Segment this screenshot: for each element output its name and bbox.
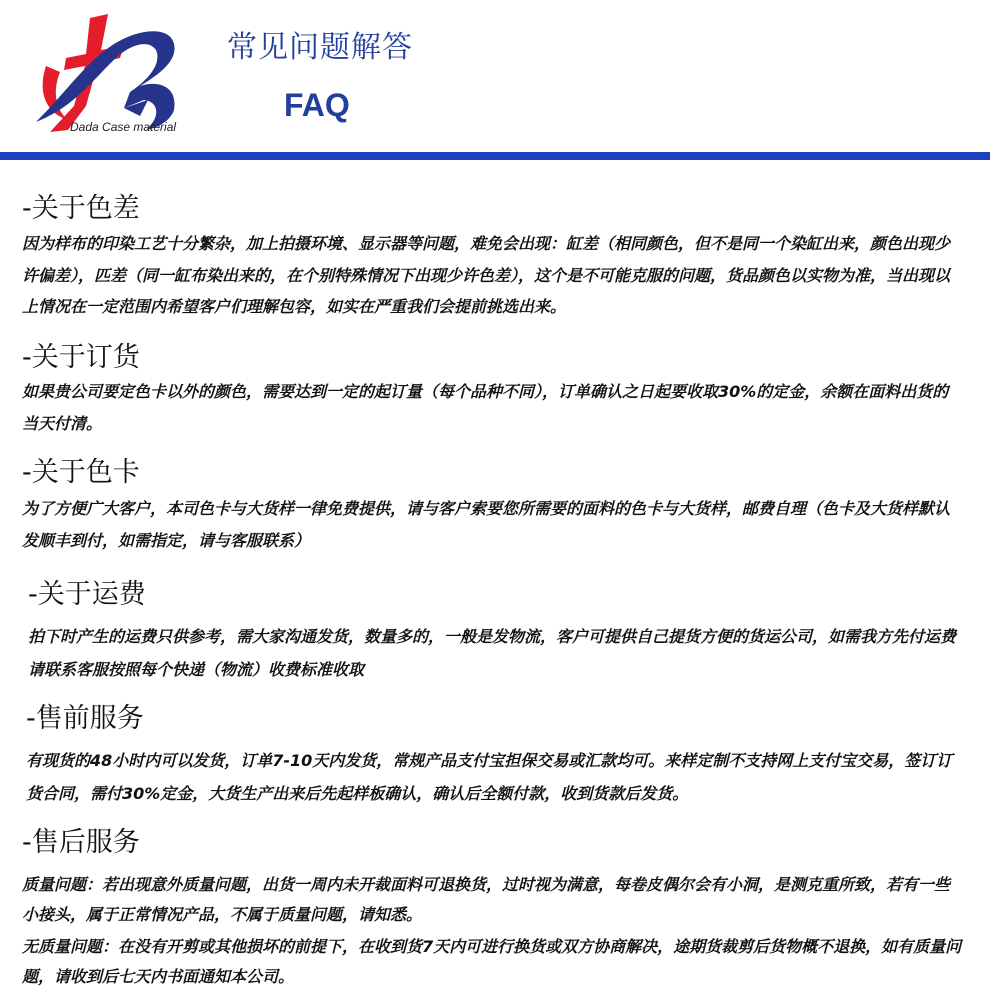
section-heading-after-sales: -售后服务: [22, 827, 140, 858]
section-heading-ordering: -关于订货: [22, 342, 140, 373]
logo-caption: Dada Case material: [70, 120, 177, 134]
section-heading-color-difference: -关于色差: [22, 193, 140, 224]
section-paragraph-shipping: 拍下时产生的运费只供参考，需大家沟通发货，数量多的，一般是发物流，客户可提供自己提货方便的货运公司，如需我方先付运费请联系客服按照每个快递（物流）收费标准收取: [28, 627, 957, 679]
section-paragraph-ordering: 如果贵公司要定色卡以外的颜色，需要达到一定的起订量（每个品种不同），订单确认之日起要收取30%的定金，余额在面料出货的当天付清。: [22, 382, 949, 433]
section-paragraph-after-sales-quality: 质量问题：若出现意外质量问题，出货一周内未开裁面料可退换货，过时视为满意，每卷皮偶尔会有小洞，是测克重所致，若有一些小接头，属于正常情况产品，不属于质量问题，请知悉。: [22, 875, 951, 924]
page-title-en: FAQ: [284, 87, 350, 123]
section-paragraph-after-sales-no-quality: 无质量问题：在没有开剪或其他损坏的前提下，在收到货7天内可进行换货或双方协商解决，途期货裁剪后货物概不退换，如有质量问题，请收到后七天内书面通知本公司。: [22, 937, 962, 986]
section-paragraph-pre-sales: 有现货的48小时内可以发货，订单7-10天内发货，常规产品支付宝担保交易或汇款均可。来样定制不支持网上支付宝交易，签订订货合同，需付30%定金，大货生产出来后先起样板确认，确认后全额付款，收到货款后发货。: [26, 751, 953, 803]
page-title-cn: 常见问题解答: [227, 30, 413, 65]
section-paragraph-color-card: 为了方便广大客户，本司色卡与大货样一律免费提供，请与客户索要您所需要的面料的色卡与大货样，邮费自理（色卡及大货样默认发顺丰到付，如需指定，请与客服联系）: [22, 499, 951, 550]
section-heading-shipping: -关于运费: [28, 579, 146, 610]
section-heading-pre-sales: -售前服务: [26, 703, 144, 734]
section-paragraph-color-difference: 因为样布的印染工艺十分繁杂，加上拍摄环境、显示器等问题，难免会出现：缸差（相同颜色，但不是同一个染缸出来，颜色出现少许偏差），匹差（同一缸布染出来的，在个别特殊情况下出现少许色差），这个是不可能克服的问题，货品颜色以实物为准，当出现以上情况在一定范围内希望客户们理解包容，如实在严重我们会提前挑选出来。: [22, 234, 951, 316]
section-heading-color-card: -关于色卡: [22, 457, 140, 488]
